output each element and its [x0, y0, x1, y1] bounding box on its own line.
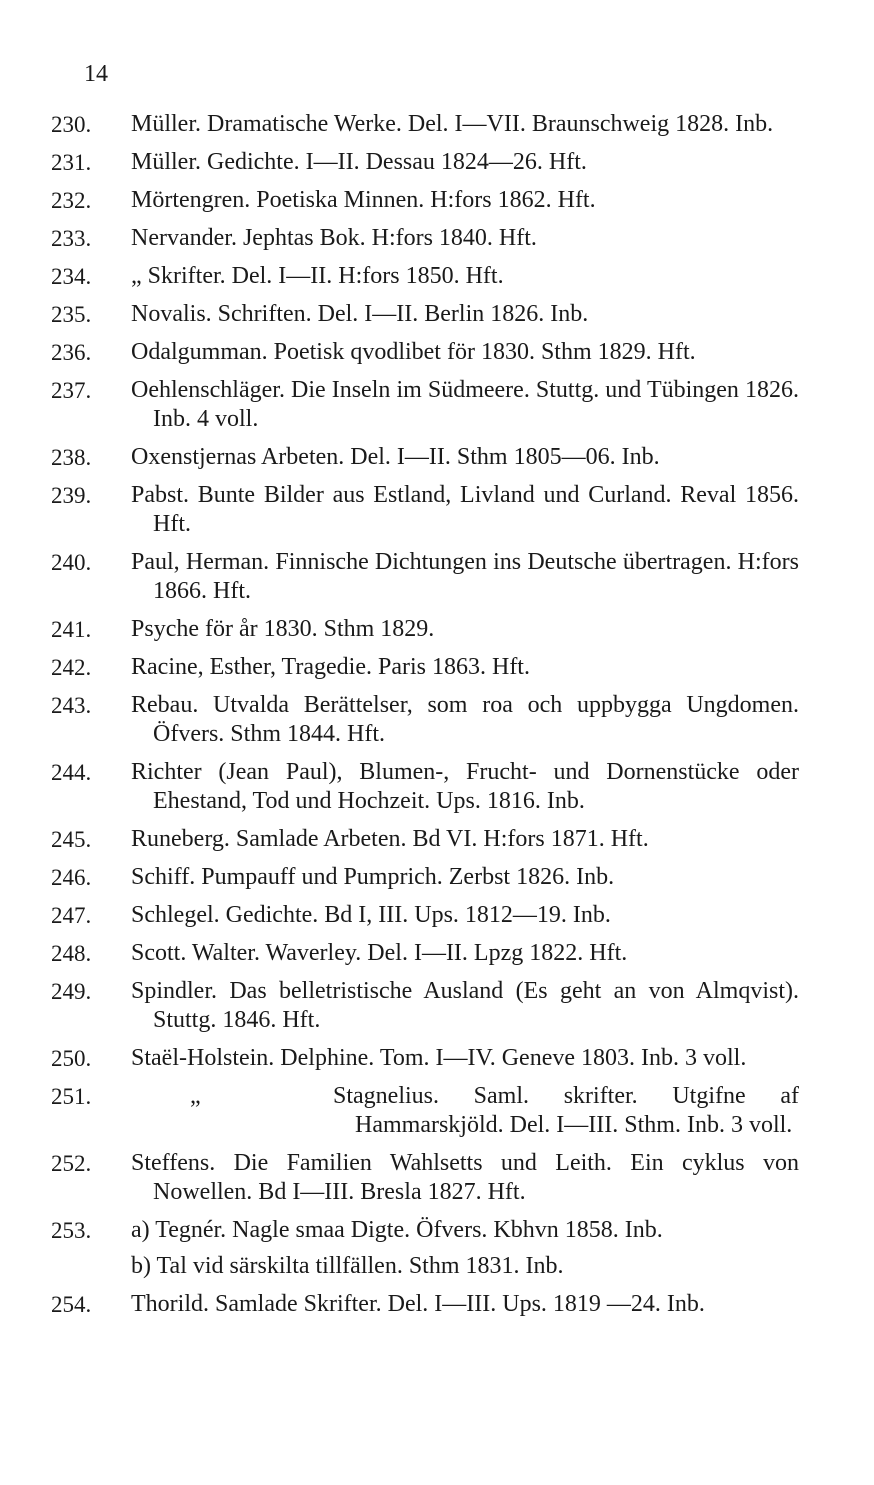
entry-text: Rebau. Utvalda Berättelser, som roa och uppbygga Ungdomen. Öfvers. Sthm 1844. Hft. — [131, 692, 799, 747]
catalog-entry-234 — [0, 262, 874, 291]
entry-text: Oxenstjernas Arbeten. Del. I—II. Sthm 1805—06. Inb. — [131, 444, 660, 470]
catalog-entry-239 — [0, 481, 874, 539]
entry-number: 233. — [51, 226, 92, 251]
entry-number: 231. — [51, 150, 92, 175]
catalog-entry-238 — [0, 443, 874, 472]
catalog-entry-248 — [0, 939, 874, 968]
catalog-entry-253 — [0, 1216, 874, 1281]
entry-text: Thorild. Samlade Skrifter. Del. I—III. Ups. 1819 —24. Inb. — [131, 1291, 705, 1317]
entry-number: 246. — [51, 865, 92, 890]
entry-text: Odalgumman. Poetisk qvodlibet för 1830. Sthm 1829. Hft. — [131, 339, 696, 365]
catalog-entry-230 — [0, 110, 874, 139]
entry-number: 245. — [51, 827, 92, 852]
entry-number: 244. — [51, 760, 92, 785]
entry-text: Racine, Esther, Tragedie. Paris 1863. Hft. — [131, 654, 530, 680]
catalog-entry-235 — [0, 300, 874, 329]
catalog-entry-251 — [0, 1082, 874, 1140]
catalog-entry-241 — [0, 615, 874, 644]
entry-subitem-b: b) Tal vid särskilta tillfällen. Sthm 1831. Inb. — [131, 1253, 564, 1279]
catalog-entry-231 — [0, 148, 874, 177]
entry-number: 240. — [51, 550, 92, 575]
entry-subitem-a: a) Tegnér. Nagle smaa Digte. Öfvers. Kbhvn 1858. Inb. — [131, 1217, 663, 1243]
entry-text: Schiff. Pumpauff und Pumprich. Zerbst 1826. Inb. — [131, 864, 615, 890]
entry-text: Spindler. Das belletristische Ausland (Es geht an von Almqvist). Stuttg. 1846. Hft. — [131, 978, 799, 1033]
entry-number: 251. — [51, 1084, 92, 1109]
catalog-entry-252 — [0, 1149, 874, 1207]
ditto-mark: „ — [190, 1083, 201, 1109]
catalog-entry-246 — [0, 863, 874, 892]
entry-text: Pabst. Bunte Bilder aus Estland, Livland und Curland. Reval 1856. Hft. — [131, 482, 799, 537]
catalog-entry-243 — [0, 691, 874, 749]
entry-number: 253. — [51, 1218, 92, 1243]
entry-number: 234. — [51, 264, 92, 289]
catalog-entry-247 — [0, 901, 874, 930]
catalog-entry-245 — [0, 825, 874, 854]
entry-number: 239. — [51, 483, 92, 508]
catalog-entry-254 — [0, 1290, 874, 1319]
entry-text: Scott. Walter. Waverley. Del. I—II. Lpzg 1822. Hft. — [131, 940, 628, 966]
catalog-entry-242 — [0, 653, 874, 682]
entry-number: 247. — [51, 903, 92, 928]
entry-text: Psyche för år 1830. Sthm 1829. — [131, 616, 435, 642]
page-number: 14 — [84, 61, 108, 87]
entry-text: Steffens. Die Familien Wahlsetts und Leith. Ein cyklus von Nowellen. Bd I—III. Bresla 1827. Hft. — [131, 1150, 799, 1205]
entry-number: 252. — [51, 1151, 92, 1176]
entry-text: Staël-Holstein. Delphine. Tom. I—IV. Geneve 1803. Inb. 3 voll. — [131, 1045, 747, 1071]
entry-text: Richter (Jean Paul), Blumen-, Frucht- und Dornenstücke oder Ehestand, Tod und Hochzeit. Ups. 1816. Inb. — [131, 759, 799, 814]
catalog-entry-249 — [0, 977, 874, 1035]
entry-text: Schlegel. Gedichte. Bd I, III. Ups. 1812—19. Inb. — [131, 902, 611, 928]
entry-number: 241. — [51, 617, 92, 642]
entry-number: 235. — [51, 302, 92, 327]
entry-text: Paul, Herman. Finnische Dichtungen ins Deutsche übertragen. H:fors 1866. Hft. — [131, 549, 799, 604]
entry-number: 254. — [51, 1292, 92, 1317]
entry-text: Stagnelius. Saml. skrifter. Utgifne af Hammarskjöld. Del. I—III. Sthm. Inb. 3 voll. — [333, 1083, 799, 1138]
entry-number: 249. — [51, 979, 92, 1004]
entry-number: 230. — [51, 112, 92, 137]
entry-text: Müller. Dramatische Werke. Del. I—VII. Braunschweig 1828. Inb. — [131, 111, 774, 137]
catalog-entry-237 — [0, 376, 874, 434]
entry-text: Müller. Gedichte. I—II. Dessau 1824—26. Hft. — [131, 149, 587, 175]
catalog-entries — [0, 110, 874, 1328]
entry-text: Nervander. Jephtas Bok. H:fors 1840. Hft. — [131, 225, 537, 251]
entry-number: 236. — [51, 340, 92, 365]
entry-text: Novalis. Schriften. Del. I—II. Berlin 1826. Inb. — [131, 301, 589, 327]
entry-text: Runeberg. Samlade Arbeten. Bd VI. H:fors 1871. Hft. — [131, 826, 649, 852]
entry-text: Mörtengren. Poetiska Minnen. H:fors 1862. Hft. — [131, 187, 596, 213]
catalog-entry-244 — [0, 758, 874, 816]
entry-text: „ Skrifter. Del. I—II. H:fors 1850. Hft. — [131, 263, 504, 289]
entry-number: 242. — [51, 655, 92, 680]
entry-number: 237. — [51, 378, 92, 403]
catalog-entry-232 — [0, 186, 874, 215]
catalog-entry-233 — [0, 224, 874, 253]
catalog-entry-240 — [0, 548, 874, 606]
entry-number: 243. — [51, 693, 92, 718]
entry-number: 238. — [51, 445, 92, 470]
entry-number: 248. — [51, 941, 92, 966]
entry-number: 232. — [51, 188, 92, 213]
entry-text: Oehlenschläger. Die Inseln im Südmeere. Stuttg. und Tübingen 1826. Inb. 4 voll. — [131, 377, 799, 432]
catalog-entry-250 — [0, 1044, 874, 1073]
entry-number: 250. — [51, 1046, 92, 1071]
catalog-entry-236 — [0, 338, 874, 367]
